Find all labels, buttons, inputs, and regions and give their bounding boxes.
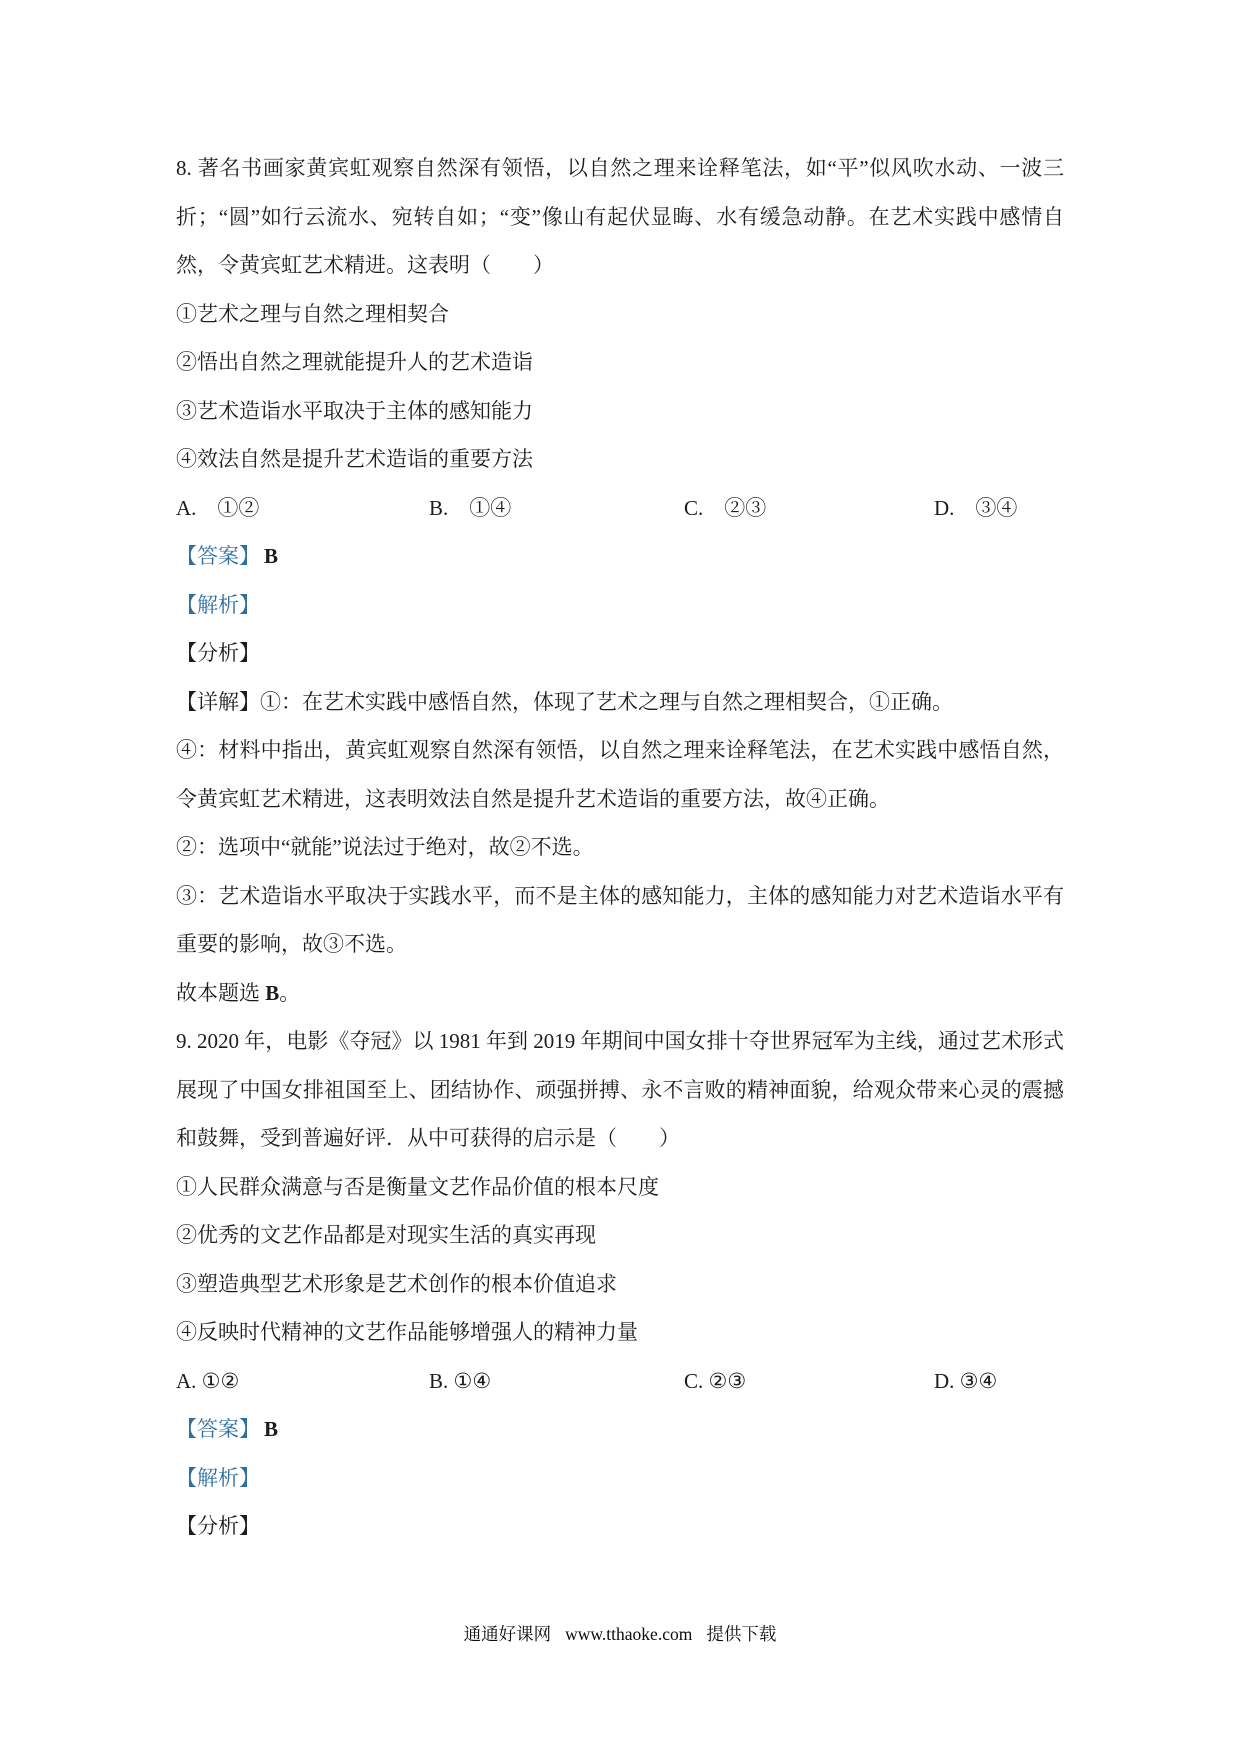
q8-option-b: B. ①④ xyxy=(429,495,512,520)
q9-answer-line xyxy=(176,1405,1064,1454)
q8-option-a: A. ①② xyxy=(176,495,260,520)
q9-option-a: A. ①② xyxy=(176,1368,240,1393)
q9-options-row xyxy=(176,1357,1064,1406)
q8-detail-3: ②：选项中“就能”说法过于绝对，故②不选。 xyxy=(176,835,594,859)
q9-answer-letter: B xyxy=(264,1417,279,1441)
q9-jiexi-label: 【解析】 xyxy=(176,1465,260,1490)
q9-item-4: ④反映时代精神的文艺作品能够增强人的精神力量 xyxy=(176,1320,638,1344)
q9-item-3: ③塑造典型艺术形象是艺术创作的根本价值追求 xyxy=(176,1271,617,1296)
q8-option-d: D. ③④ xyxy=(934,495,1018,520)
q8-item-2: ②悟出自然之理就能提升人的艺术造诣 xyxy=(176,350,533,374)
q8-item-4: ④效法自然是提升艺术造诣的重要方法 xyxy=(176,447,533,471)
q8-detail-1 xyxy=(176,678,1064,727)
q8-answer-line xyxy=(176,532,1064,581)
footer-note: 提供下载 xyxy=(706,1624,777,1644)
q8-answer-label: 【答案】 xyxy=(176,544,260,568)
page-content xyxy=(176,144,1064,1551)
footer-url: www.tthaoke.com xyxy=(565,1624,693,1644)
q8-conclusion xyxy=(176,969,1064,1018)
q8-options-row xyxy=(176,484,1064,533)
q8-detail-1-text: ①：在艺术实践中感悟自然，体现了艺术之理与自然之理相契合，①正确。 xyxy=(260,689,953,714)
q8-item-3: ③艺术造诣水平取决于主体的感知能力 xyxy=(176,398,533,423)
q8-detail-2: ④：材料中指出，黄宾虹观察自然深有领悟，以自然之理来诠释笔法，在艺术实践中感悟自然，令黄宾虹艺术精进，这表明效法自然是提升艺术造诣的重要方法，故④正确。 xyxy=(176,738,1064,811)
q8-detail-4: ③：艺术造诣水平取决于实践水平，而不是主体的感知能力，主体的感知能力对艺术造诣水平有重要的影响，故③不选。 xyxy=(176,883,1064,956)
q8-answer-letter: B xyxy=(264,544,279,568)
footer-site-name: 通通好课网 xyxy=(463,1624,552,1644)
q8-stem: 8. 著名书画家黄宾虹观察自然深有领悟，以自然之理来诠释笔法，如“平”似风吹水动、一波三折；“圆”如行云流水、宛转自如；“变”像山有起伏显晦、水有缓急动静。在艺术实践中感情自然，令黄宾虹艺术精进。这表明（ ） xyxy=(176,156,1064,277)
q8-jiexi-label: 【解析】 xyxy=(176,592,260,617)
q8-option-c: C. ②③ xyxy=(684,495,767,520)
q8-item-1: ①艺术之理与自然之理相契合 xyxy=(176,301,449,326)
q9-answer-label: 【答案】 xyxy=(176,1417,260,1441)
q9-fenxi-label: 【分析】 xyxy=(176,1514,260,1538)
q9-item-2: ②优秀的文艺作品都是对现实生活的真实再现 xyxy=(176,1223,596,1247)
q8-conclusion-suffix: 。 xyxy=(279,980,301,1005)
q9-item-1: ①人民群众满意与否是衡量文艺作品价值的根本尺度 xyxy=(176,1174,659,1199)
q9-option-c: C. ②③ xyxy=(684,1368,747,1393)
q9-option-b: B. ①④ xyxy=(429,1368,492,1393)
q9-stem: 9. 2020 年，电影《夺冠》以 1981 年到 2019 年期间中国女排十夺世界冠军为主线，通过艺术形式展现了中国女排祖国至上、团结协作、顽强拼搏、永不言败的精神面貌，给观众带来心灵的震撼和鼓舞，受到普遍好评．从中可获得的启示是（ ） xyxy=(176,1029,1064,1150)
q8-fenxi-label: 【分析】 xyxy=(176,641,260,665)
page-footer xyxy=(0,1622,1240,1646)
q8-conclusion-prefix: 故本题选 xyxy=(176,980,260,1005)
q8-detail-label: 【详解】 xyxy=(176,689,260,714)
q8-conclusion-letter: B xyxy=(260,980,280,1005)
q9-option-d: D. ③④ xyxy=(934,1368,998,1393)
